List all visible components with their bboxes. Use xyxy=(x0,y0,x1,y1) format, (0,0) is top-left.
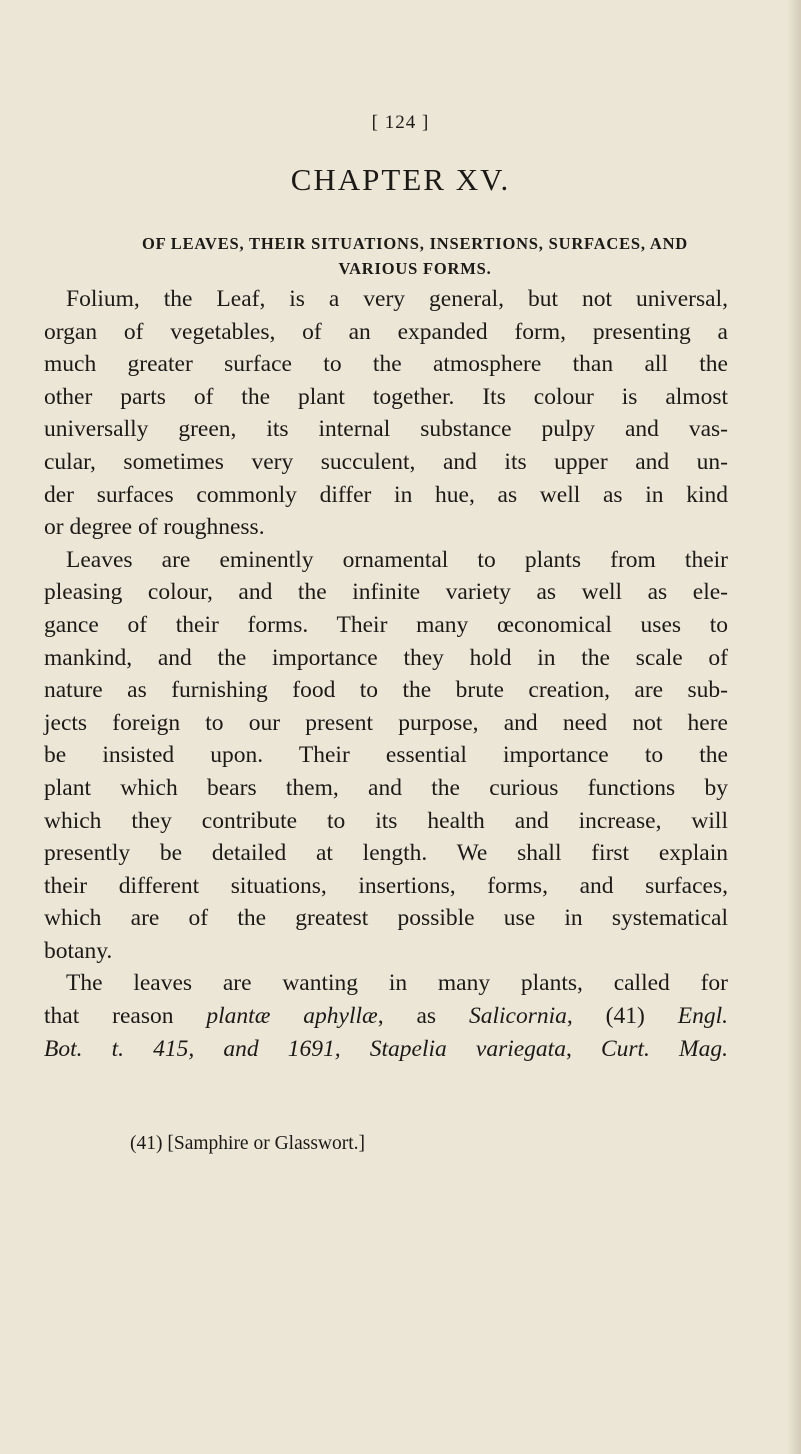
text-line: universally green, its internal substance pulpy and vas- xyxy=(44,416,728,443)
text-line: plant which bears them, and the curious functions by xyxy=(44,774,728,801)
text-fragment: , xyxy=(565,1035,601,1062)
italic-reference: Engl. xyxy=(677,1003,728,1030)
page-number: [ 124 ] xyxy=(371,112,430,133)
text-line-start: Bot. t. 415, and 1691, xyxy=(44,1035,370,1062)
chapter-title: CHAPTER XV. xyxy=(290,162,511,197)
text-line: which they contribute to its health and increase, will xyxy=(44,807,728,834)
text-line: gance of their forms. Their many œconomical uses to xyxy=(44,611,728,638)
text-line: cular, sometimes very succulent, and its upper and un- xyxy=(44,448,728,475)
italic-term: Stapelia variegata xyxy=(369,1035,566,1062)
italic-term: plantæ aphyllæ xyxy=(206,1003,378,1030)
text-line: which are of the greatest possible use in systematical xyxy=(44,905,728,932)
text-line: Folium, the Leaf, is a very general, but not universal, xyxy=(66,286,728,312)
body-text xyxy=(44,283,728,1065)
chapter-subtitle-line-2: VARIOUS FORMS. xyxy=(338,259,492,278)
text-line-start: that reason xyxy=(44,1003,207,1030)
text-line: pleasing colour, and the infinite variety as well as ele- xyxy=(44,579,728,606)
text-line: botany. xyxy=(44,937,113,964)
text-line: or degree of roughness. xyxy=(44,514,265,541)
text-line: jects foreign to our present purpose, and need not here xyxy=(44,709,728,736)
italic-reference: Curt. Mag. xyxy=(600,1035,728,1062)
text-line: their different situations, insertions, forms, and surfaces, xyxy=(44,872,728,899)
text-line xyxy=(44,1033,728,1066)
italic-term: Salicornia xyxy=(468,1003,567,1030)
text-line: der surfaces commonly differ in hue, as well as in kind xyxy=(44,481,728,508)
text-line: nature as furnishing food to the brute creation, are sub- xyxy=(44,677,728,704)
text-line: other parts of the plant together. Its colour is almost xyxy=(44,383,728,410)
chapter-subtitle xyxy=(40,231,790,281)
text-line: The leaves are wanting in many plants, called for xyxy=(66,970,728,997)
footnote: (41) [Samphire or Glasswort.] xyxy=(130,1133,366,1154)
text-line: presently be detailed at length. We shall first explain xyxy=(44,840,728,867)
text-fragment: , (41) xyxy=(566,1003,678,1030)
text-line: be insisted upon. Their essential importance to the xyxy=(44,742,728,769)
text-fragment: , as xyxy=(377,1003,469,1030)
text-line: mankind, and the importance they hold in the scale of xyxy=(44,644,728,671)
text-line: much greater surface to the atmosphere than all the xyxy=(44,351,728,378)
text-line: organ of vegetables, of an expanded form, presenting a xyxy=(44,318,728,345)
text-line: Leaves are eminently ornamental to plants from their xyxy=(66,546,728,573)
text-line xyxy=(44,1000,728,1033)
chapter-subtitle-line-1: OF LEAVES, THEIR SITUATIONS, INSERTIONS, SURFACES, AND xyxy=(141,234,688,253)
page-edge-shadow xyxy=(787,0,801,1454)
